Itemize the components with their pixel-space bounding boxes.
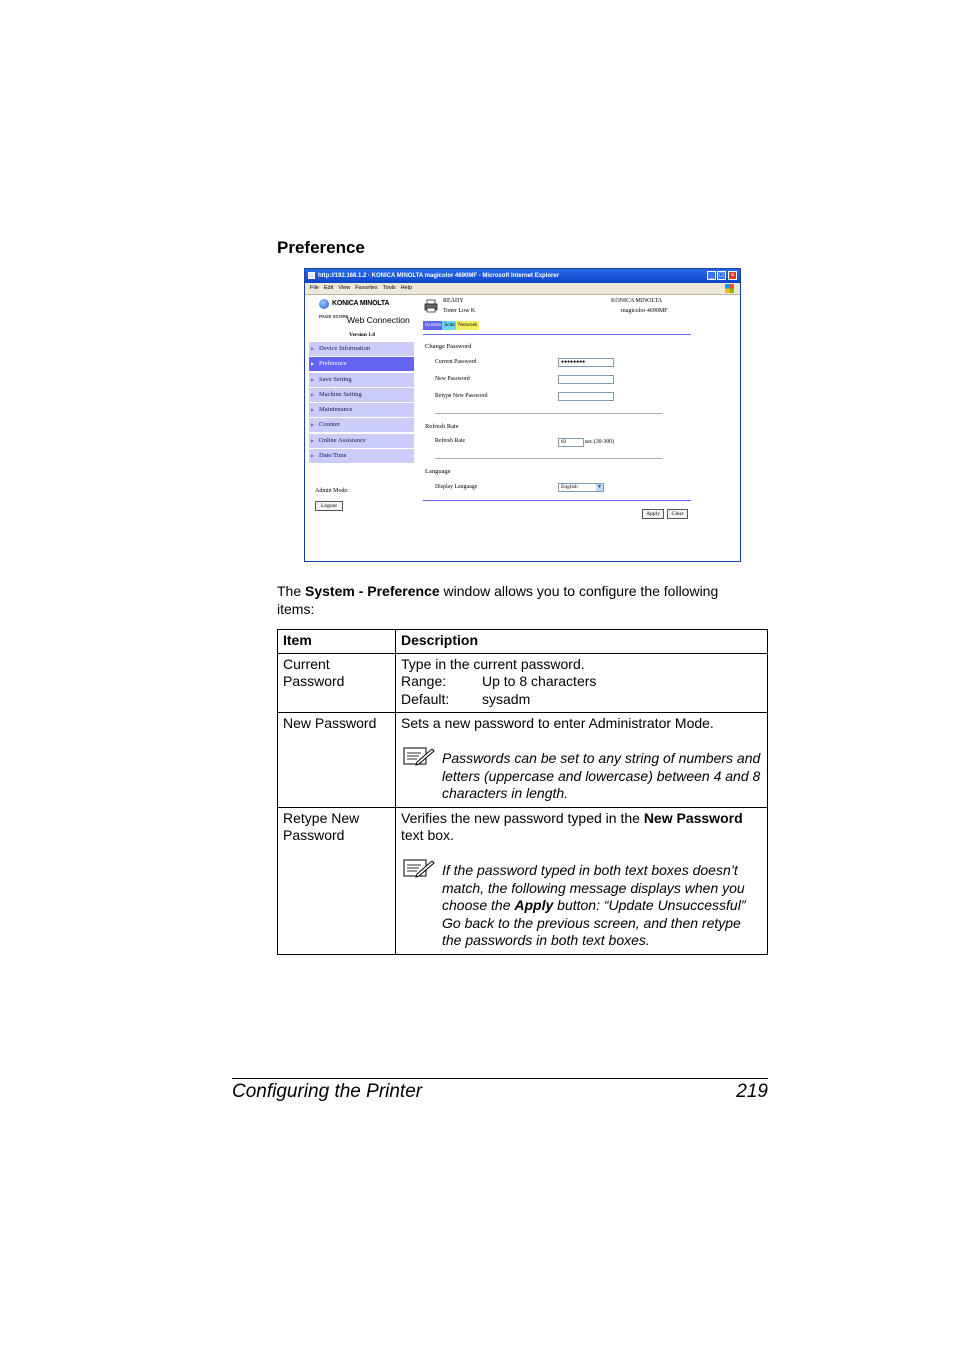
refresh-rate-label: Refresh Rate [435,438,466,444]
sidebar-item-device-information[interactable]: ▶ Device Information [309,342,414,356]
footer-rule [232,1078,768,1079]
logout-button[interactable]: Logout [315,501,343,511]
table-row [278,713,768,807]
change-password-heading: Change Password [425,343,472,350]
tab-bar [423,321,478,330]
current-password-label: Current Password [435,359,477,365]
item-cell: New Password [278,713,396,807]
section-heading: Preference [277,238,365,257]
divider [435,458,663,459]
clear-button[interactable]: Clear [667,509,688,519]
sidebar-item-save-setting[interactable]: ▶ Save Setting [309,373,414,387]
toner-status: Toner Low K [443,308,476,314]
tab-network[interactable]: Network [457,322,478,328]
page-number: 219 [736,1081,768,1102]
sidebar-nav [309,342,414,464]
description-text: Type in the current password. [401,655,585,672]
refresh-rate-field[interactable]: 60 [558,438,584,447]
printer-model: magicolor 4690MF [621,308,668,314]
windows-logo-icon [725,284,734,293]
range-line [401,673,762,691]
display-language-value: English [561,484,578,490]
maximize-button[interactable]: □ [717,271,726,280]
footer-title: Configuring the Printer [232,1081,423,1102]
note [401,750,762,803]
tab-system[interactable]: System [425,322,442,328]
table-header-row [278,630,768,654]
menu-view[interactable]: View [338,285,351,291]
intro-text: window allows you to configure the following items: [277,583,719,617]
sidebar-item-machine-setting[interactable]: ▶ Machine Setting [309,388,414,402]
table-row [278,653,768,713]
default-key: Default: [401,690,450,707]
menu-tools[interactable]: Tools [382,285,396,291]
apply-button[interactable]: Apply [642,509,664,519]
pagescope-web-connection-logo [319,314,415,326]
intro-bold: System - Preference [305,583,440,599]
admin-mode-label: Admin Mode: [315,488,349,494]
tab-scan[interactable]: Scan [444,322,455,328]
sidebar-item-counter[interactable]: ▶ Counter [309,418,414,432]
version-label: Version 1.0 [349,332,376,338]
browser-title-bar [305,269,740,283]
menu-edit[interactable]: Edit [323,285,334,291]
default-line [401,691,762,709]
sidebar-item-online-assistance[interactable]: ▶ Online Assistance [309,434,414,448]
description-text: Sets a new password to enter Administrator Mode. [401,715,714,732]
range-value: Up to 8 characters [482,673,597,690]
retype-password-field[interactable] [558,392,614,401]
note-pencil-icon [403,746,435,766]
current-password-field[interactable]: ●●●●●●●● [558,358,614,367]
note-bold: Apply [514,897,554,914]
range-key: Range: [401,673,447,690]
table-row [278,807,768,954]
refresh-rate-unit: sec.(30-300) [585,439,615,445]
brand-name: KONICA MINOLTA [332,300,390,307]
description-text-part: text box. [401,827,454,844]
printer-status: READY [443,298,464,304]
note-text: Passwords can be set to any string of numbers and letters (uppercase and lowercase) between 4 and 8 characters in length. [442,749,761,802]
minimize-button[interactable]: _ [707,271,716,280]
note [401,862,762,950]
description-cell [396,653,768,713]
ie-icon [308,272,315,279]
language-heading: Language [425,468,451,475]
new-password-label: New Password [435,376,470,382]
menu-favorites[interactable]: Favorites [355,285,378,291]
menu-help[interactable]: Help [400,285,412,291]
header-item: Item [278,630,396,654]
display-language-select[interactable] [558,483,604,492]
description-bold: New Password [643,809,743,826]
description-text-part: Verifies the new password typed in the [401,809,644,826]
description-cell [396,713,768,807]
tab-underline [423,334,691,335]
description-cell [396,807,768,954]
printer-icon [424,299,438,313]
konica-minolta-logo [319,299,415,309]
window-title: http://192.168.1.2 - KONICA MINOLTA magicolor 4690MF - Microsoft Internet Explorer [318,273,560,279]
default-value: sysadm [482,690,531,707]
menu-bar [305,283,740,295]
pagescope-mark: PAGE SCOPE [319,314,349,319]
header-description: Description [396,630,768,654]
sidebar-item-preference[interactable]: ▶ Preference [309,357,414,371]
note-text: If the password typed in both text boxes doesn’t match, the following message displays when you choose the [442,861,745,914]
note-pencil-icon [403,858,435,878]
close-button[interactable]: × [728,271,737,280]
divider [435,413,663,414]
browser-screenshot [304,268,741,562]
item-cell: Current Password [278,653,396,713]
web-connection-page [305,295,740,561]
web-connection-text: Web Connection [347,315,410,325]
description-text [401,810,762,845]
description-table [277,629,768,955]
printer-maker: KONICA MINOLTA [611,298,663,304]
note-text: button: “Update Unsuccessful” Go back to the previous screen, and then retype the passwords in both text boxes. [442,897,746,949]
intro-paragraph [277,582,757,618]
new-password-field[interactable] [558,375,614,384]
chevron-down-icon[interactable]: ▼ [597,485,602,490]
retype-password-label: Retype New Password [435,393,488,399]
item-cell: Retype New Password [278,807,396,954]
sidebar-item-maintenance[interactable]: ▶ Maintenance [309,403,414,417]
form-bottom-line [423,500,691,501]
globe-icon [319,299,329,309]
intro-text: The [277,583,306,599]
menu-file[interactable]: File [310,285,319,291]
refresh-rate-heading: Refresh Rate [425,423,459,430]
sidebar-item-date-time[interactable]: ▶ Date/Time [309,449,414,463]
display-language-label: Display Language [435,484,478,490]
